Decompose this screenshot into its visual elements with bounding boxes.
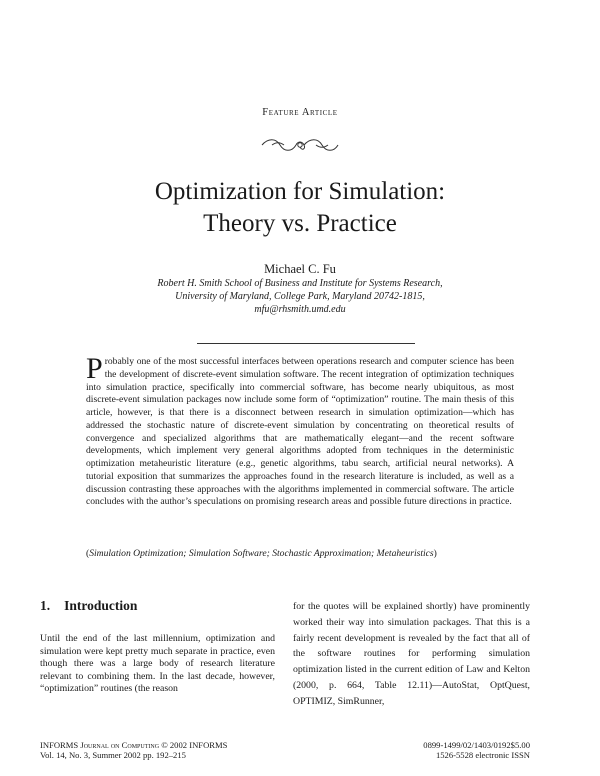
- footer-journal-line-2: Vol. 14, No. 3, Summer 2002 pp. 192–215: [40, 750, 186, 760]
- title-line-2: Theory vs. Practice: [203, 210, 397, 237]
- keywords: [86, 548, 526, 559]
- footer-journal-line-1: INFORMS Journal on Computing © 2002 INFORMS: [40, 740, 228, 750]
- footer-issn-info: [330, 740, 530, 760]
- article-title: [0, 176, 600, 240]
- keywords-close-paren: ): [433, 548, 437, 559]
- section-heading-introduction: [40, 598, 137, 614]
- footer-issn-line-1: 0899-1499/02/1403/0192$5.00: [423, 740, 530, 750]
- title-line-1: Optimization for Simulation:: [154, 178, 446, 205]
- abstract: [86, 352, 514, 509]
- keywords-list: Simulation Optimization; Simulation Software; Stochastic Approximation; Metaheuristics: [89, 548, 434, 559]
- footer-journal-info: [40, 740, 227, 760]
- section-number: 1.: [40, 598, 51, 613]
- author-name: Michael C. Fu: [264, 262, 336, 276]
- section-title: Introduction: [64, 598, 138, 613]
- abstract-text: robably one of the most successful interfaces between operations research and computer science has been the development of discrete-event simulation software. The recent integration of optimization techniques into simulation practice, specifically into commercial software, has become nearly ubiquitous, as most discrete-event simulation packages now include some form of “optimization” routine. The main thesis of this article, however, is that there is a disconnect between research in simulation optimization—which has addressed the stochastic nature of discrete-event simulation by concentrating on theoretical results of convergence and specialized algorithms that are mathematically elegant—and the recent software developments, which implement very general algorithms adopted from techniques in the deterministic optimization metaheuristic literature (e.g., genetic algorithms, tabu search, artificial neural networks). A tutorial exposition that summarizes the approaches found in the research literature is included, as well as a discussion contrasting these approaches with the algorithms implemented in commercial software. The article concludes with the author’s speculations on promising research areas and possible future directions in practice.: [86, 356, 514, 508]
- drop-cap: P: [86, 352, 103, 385]
- affiliation-line-1: Robert H. Smith School of Business and Institute for Systems Research,: [157, 278, 443, 289]
- decorative-flourish-icon: [258, 134, 342, 156]
- title-divider: [197, 343, 415, 344]
- author-email: mfu@rhsmith.umd.edu: [254, 304, 346, 315]
- body-column-right: for the quotes will be explained shortly) have prominently worked their way into simulation packages. That this is a fairly recent development is revealed by the fact that all of the software routines for performing simulation optimization listed in the current edition of Law and Kelton (2000, p. 664, Table 12.11)—AutoStat, OptQuest, OPTIMIZ, SimRunner,: [293, 601, 530, 707]
- keywords-open-paren: (: [86, 548, 90, 559]
- affiliation-line-2: University of Maryland, College Park, Maryland 20742-1815,: [175, 291, 425, 302]
- section-label: Feature Article: [262, 107, 338, 118]
- footer-issn-line-2: 1526-5528 electronic ISSN: [435, 750, 530, 760]
- body-column-left: Until the end of the last millennium, optimization and simulation were kept pretty much separate in practice, even though there was a large body of research literature relevant to combining them. In the last decade, however, “optimization” routines (the reason: [40, 633, 275, 695]
- author-affiliation: [0, 277, 600, 316]
